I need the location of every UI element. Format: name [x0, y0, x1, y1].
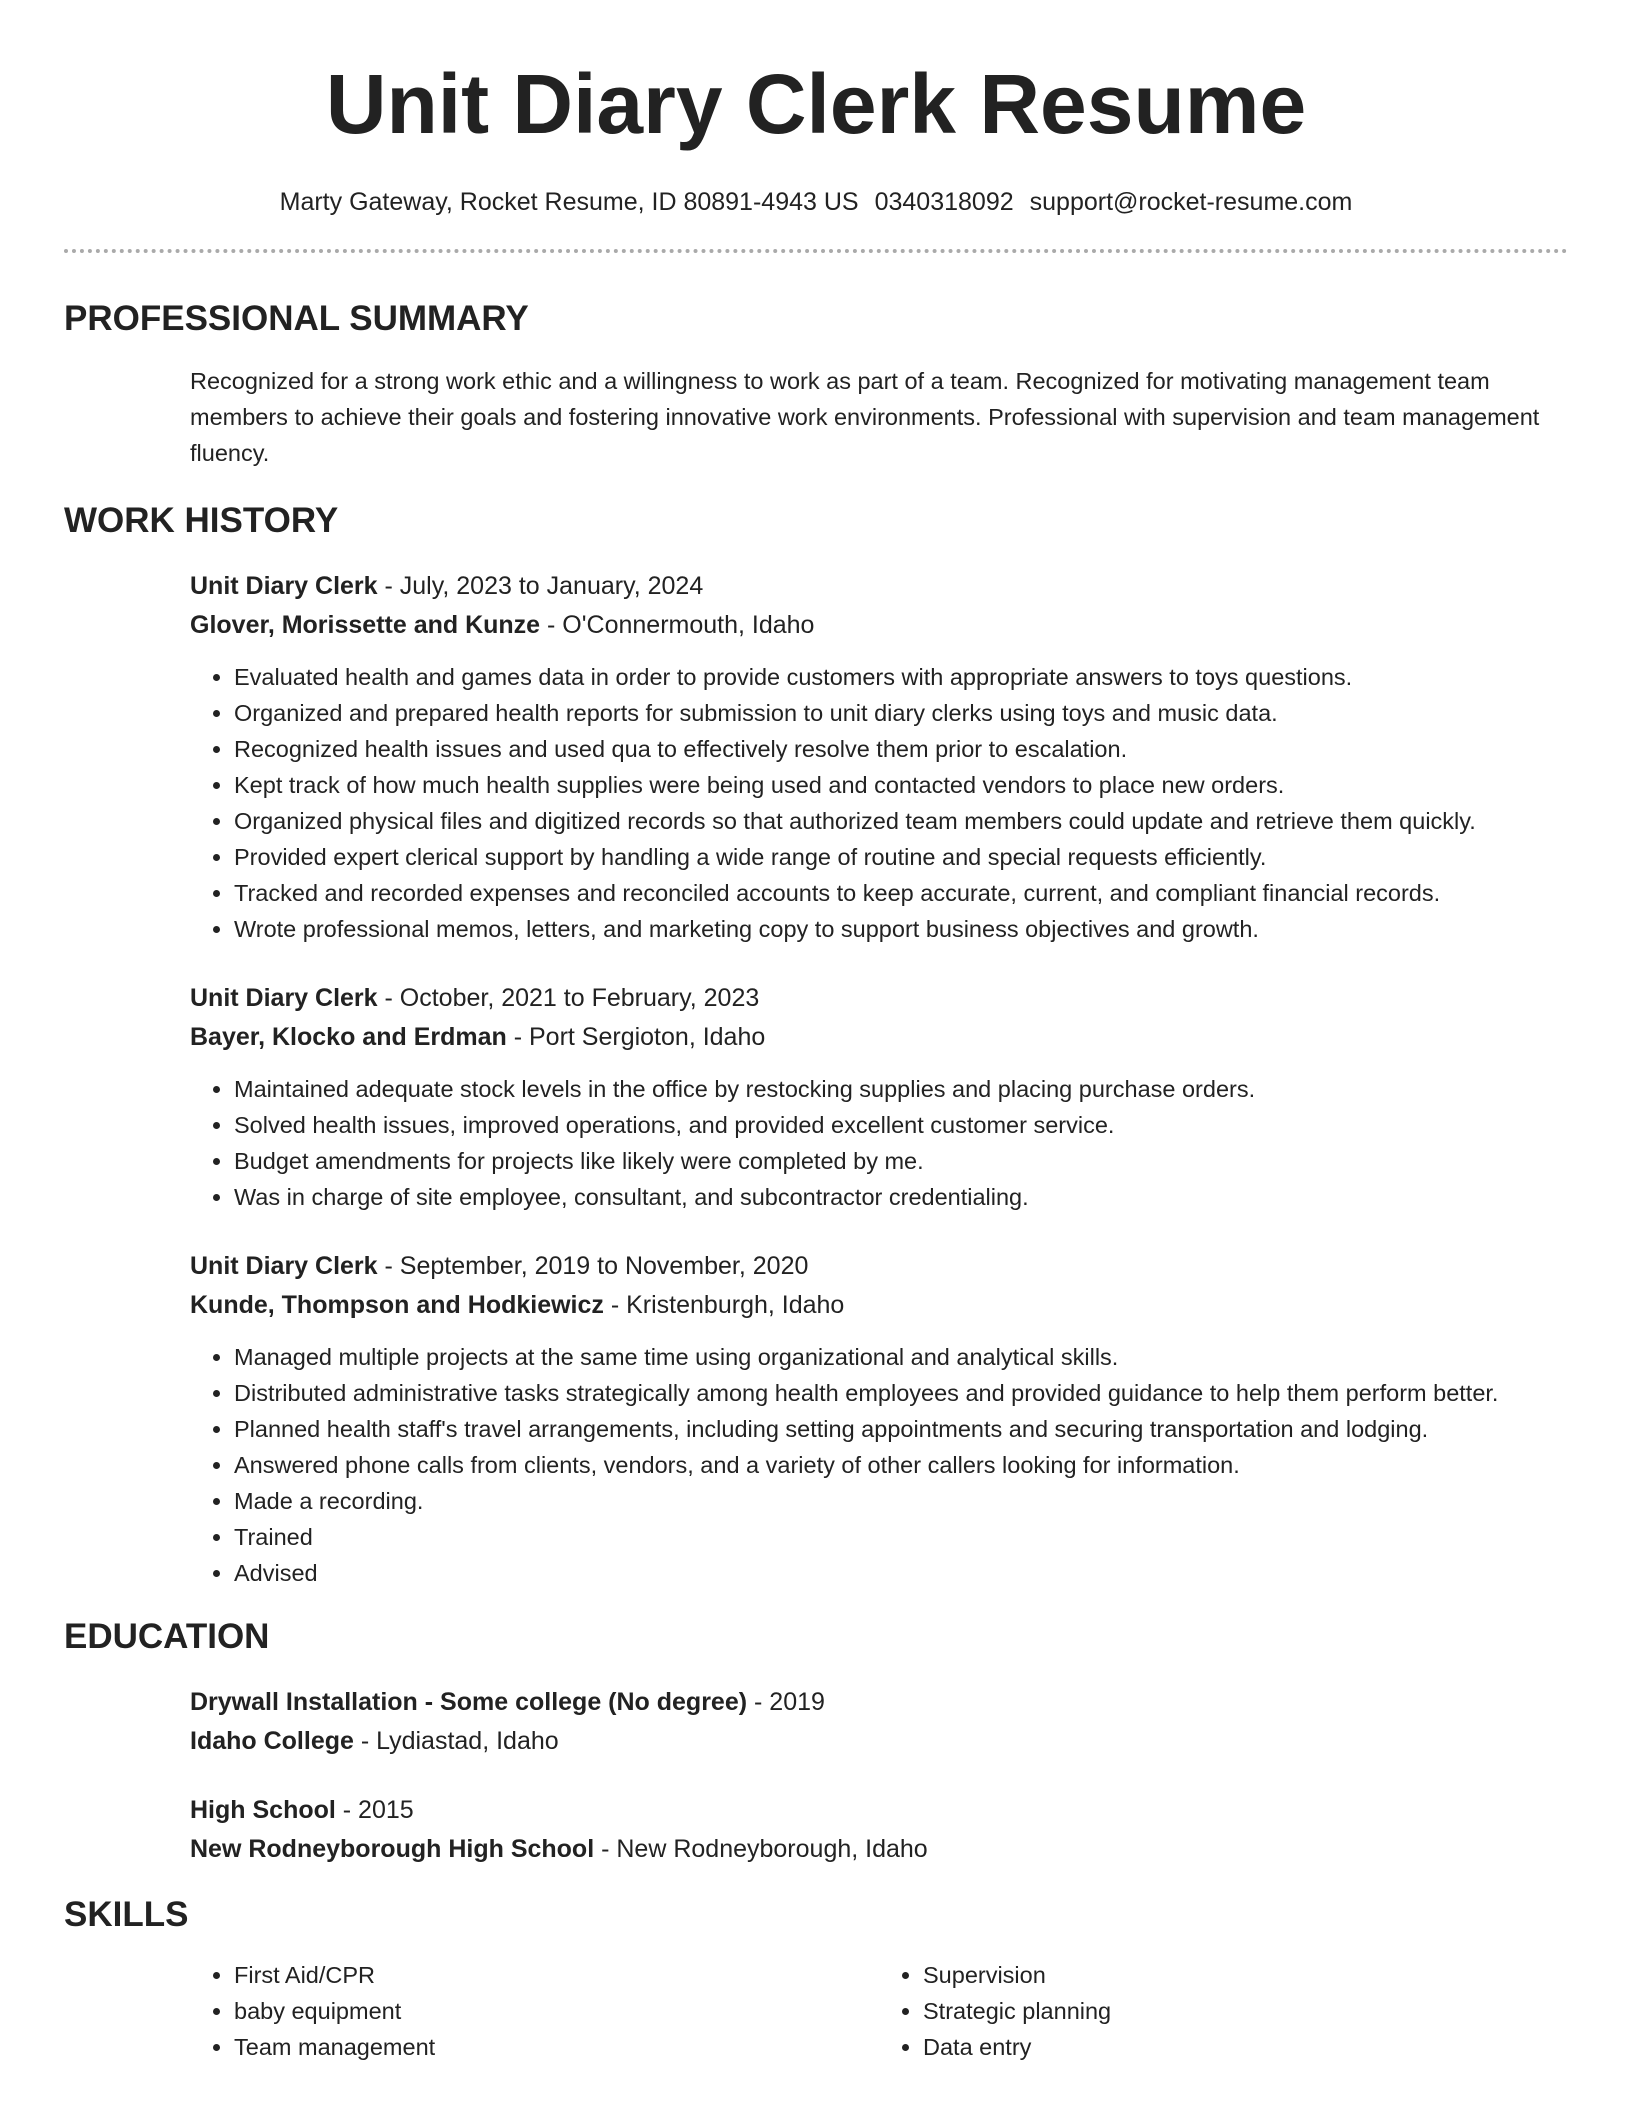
- contact-line: [64, 188, 1568, 217]
- list-item: • Provided expert clerical support by handling a wide range of routine and special requests efficiently.: [234, 839, 1568, 875]
- education-degree-line: [190, 1791, 1568, 1830]
- job-dates: - October, 2021 to February, 2023: [377, 984, 760, 1012]
- list-item: • First Aid/CPR: [234, 1957, 879, 1993]
- job-title: Unit Diary Clerk: [190, 1252, 378, 1280]
- job-title-line: [190, 979, 1568, 1018]
- list-item: • Maintained adequate stock levels in the office by restocking supplies and placing purchase orders.: [234, 1071, 1568, 1107]
- education-year: - 2015: [335, 1796, 414, 1824]
- education-degree: High School: [190, 1796, 336, 1824]
- job-location: - Kristenburgh, Idaho: [603, 1291, 845, 1319]
- list-item: • Advised: [234, 1555, 1568, 1591]
- list-item: • Organized and prepared health reports for submission to unit diary clerks using toys and music data.: [234, 695, 1568, 731]
- education-degree: Drywall Installation - Some college (No degree): [190, 1688, 748, 1716]
- list-item: • Managed multiple projects at the same time using organizational and analytical skills.: [234, 1339, 1568, 1375]
- job-company: Bayer, Klocko and Erdman: [190, 1023, 507, 1051]
- list-item: • Kept track of how much health supplies were being used and contacted vendors to place new orders.: [234, 767, 1568, 803]
- education-heading: EDUCATION: [64, 1617, 270, 1656]
- education-school-line: [190, 1722, 1568, 1761]
- job-company: Glover, Morissette and Kunze: [190, 611, 541, 639]
- job-dates: - September, 2019 to November, 2020: [377, 1252, 809, 1280]
- list-item: • Recognized health issues and used qua to effectively resolve them prior to escalation.: [234, 731, 1568, 767]
- education-school: New Rodneyborough High School: [190, 1835, 595, 1863]
- job-bullets: [190, 1339, 1568, 1591]
- job-title-line: [190, 567, 1568, 606]
- job-company-line: [190, 1286, 1568, 1325]
- education-year: - 2019: [747, 1688, 825, 1716]
- list-item: • Solved health issues, improved operations, and provided excellent customer service.: [234, 1107, 1568, 1143]
- education-location: - Lydiastad, Idaho: [353, 1727, 559, 1755]
- job-bullets: [190, 659, 1568, 947]
- education-school-line: [190, 1830, 1568, 1869]
- list-item: • baby equipment: [234, 1993, 879, 2029]
- job-title: Unit Diary Clerk: [190, 572, 378, 600]
- list-item: • Was in charge of site employee, consultant, and subcontractor credentialing.: [234, 1179, 1568, 1215]
- work-history-heading: WORK HISTORY: [64, 501, 339, 540]
- job-company-line: [190, 606, 1568, 645]
- contact-address: Marty Gateway, Rocket Resume, ID 80891-4943 US: [279, 188, 859, 216]
- list-item: • Evaluated health and games data in order to provide customers with appropriate answers to toys questions.: [234, 659, 1568, 695]
- list-item: • Supervision: [923, 1957, 1568, 1993]
- skills-list: [190, 1957, 1568, 2065]
- contact-email: support@rocket-resume.com: [1029, 188, 1353, 216]
- job-dates: - July, 2023 to January, 2024: [377, 572, 704, 600]
- job-location: - Port Sergioton, Idaho: [506, 1023, 766, 1051]
- list-item: • Organized physical files and digitized records so that authorized team members could update and retrieve them quickly.: [234, 803, 1568, 839]
- list-item: • Answered phone calls from clients, vendors, and a variety of other callers looking for information.: [234, 1447, 1568, 1483]
- job-location: - O'Connermouth, Idaho: [540, 611, 815, 639]
- contact-phone: 0340318092: [874, 188, 1014, 216]
- education-school: Idaho College: [190, 1727, 354, 1755]
- job-title: Unit Diary Clerk: [190, 984, 378, 1012]
- job-company: Kunde, Thompson and Hodkiewicz: [190, 1291, 604, 1319]
- job-entry: [190, 1247, 1568, 1591]
- list-item: • Distributed administrative tasks strategically among health employees and provided guidance to help them perform better.: [234, 1375, 1568, 1411]
- education-entry: [190, 1791, 1568, 1869]
- job-company-line: [190, 1018, 1568, 1057]
- job-entry: [190, 979, 1568, 1215]
- list-item: • Data entry: [923, 2029, 1568, 2065]
- list-item: • Made a recording.: [234, 1483, 1568, 1519]
- job-title-line: [190, 1247, 1568, 1286]
- list-item: • Tracked and recorded expenses and reconciled accounts to keep accurate, current, and compliant financial records.: [234, 875, 1568, 911]
- skills-column-left: [190, 1957, 879, 2065]
- skills-heading: SKILLS: [64, 1895, 189, 1934]
- education-entry: [190, 1683, 1568, 1761]
- list-item: • Planned health staff's travel arrangements, including setting appointments and securing transportation and lodging.: [234, 1411, 1568, 1447]
- education-degree-line: [190, 1683, 1568, 1722]
- resume-title: Unit Diary Clerk Resume: [325, 57, 1307, 151]
- job-bullets: [190, 1071, 1568, 1215]
- list-item: • Wrote professional memos, letters, and marketing copy to support business objectives and growth.: [234, 911, 1568, 947]
- summary-text: Recognized for a strong work ethic and a willingness to work as part of a team. Recognized for motivating management team members to achieve their goals and fostering innovative work environments. Professional with supervision and team management fluency.: [190, 368, 1540, 466]
- list-item: • Budget amendments for projects like likely were completed by me.: [234, 1143, 1568, 1179]
- list-item: • Trained: [234, 1519, 1568, 1555]
- summary-heading: PROFESSIONAL SUMMARY: [64, 299, 529, 338]
- list-item: • Strategic planning: [923, 1993, 1568, 2029]
- skills-column-right: [879, 1957, 1568, 2065]
- job-entry: [190, 567, 1568, 947]
- education-location: - New Rodneyborough, Idaho: [594, 1835, 928, 1863]
- list-item: • Team management: [234, 2029, 879, 2065]
- header-divider: [64, 249, 1568, 253]
